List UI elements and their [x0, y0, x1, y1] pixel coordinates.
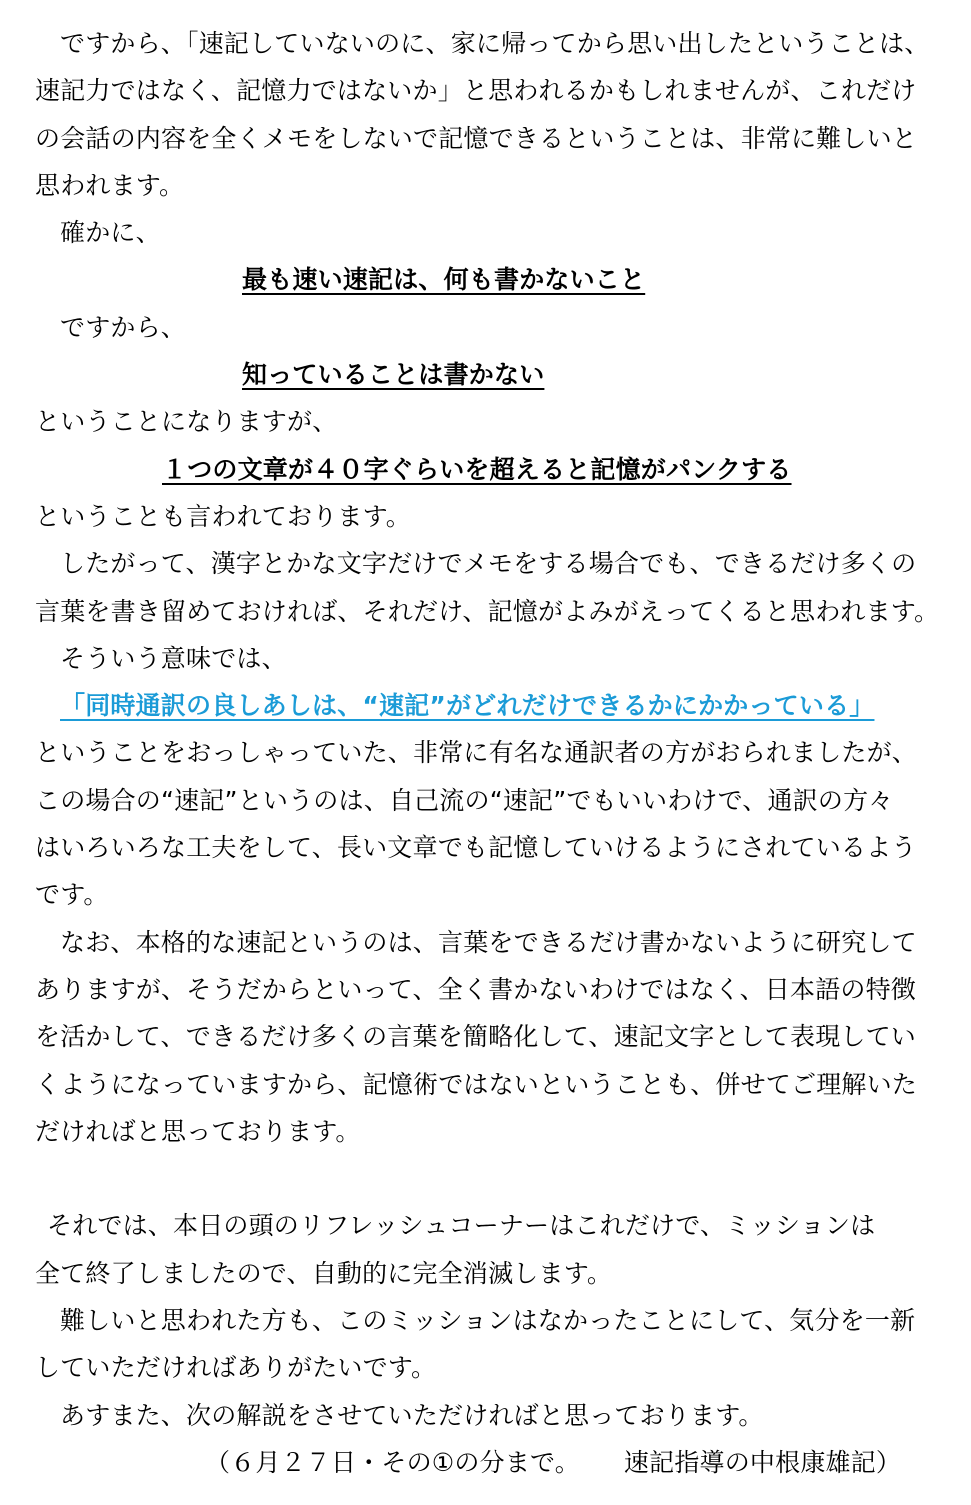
text-line: 全て終了しましたので、自動的に完全消滅します。: [35, 1258, 613, 1288]
paragraph-6: [35, 1297, 940, 1392]
text-line: ということをおっしゃっていた、非常に有名な通訳者の方がおられましたが、: [35, 738, 918, 768]
signature-author: 速記指導の中根康雄記）: [623, 1447, 902, 1477]
text-line: この場合の“速記”というのは、自己流の“速記”でもいいわけで、通訳の方々: [35, 785, 894, 815]
text-line: はいろいろな工夫をして、長い文章でも記憶していけるようにされているよう: [35, 833, 917, 863]
text-line: くようになっていますから、記憶術ではないということも、併せてご理解いた: [35, 1069, 918, 1099]
text-line: なお、本格的な速記というのは、言葉をできるだけ書かないように研究して: [60, 927, 917, 957]
text-line: それでは、本日の頭のリフレッシュコーナーはこれだけで、ミッションは: [47, 1211, 876, 1241]
text-line-tashika: 確かに、: [60, 218, 161, 248]
text-line-toiukoto-1: ということになりますが、: [35, 407, 338, 437]
text-line: したがって、漢字とかな文字だけでメモをする場合でも、できるだけ多くの: [60, 549, 917, 579]
text-line-souiu: そういう意味では、: [60, 643, 287, 673]
paragraph-4: [35, 919, 940, 1155]
emphasis-line-quote: [35, 682, 940, 729]
text-line: を活かして、できるだけ多くの言葉を簡略化して、速記文字として表現してい: [35, 1022, 917, 1052]
text-line: ありますが、そうだからといって、全く書かないわけではなく、日本語の特徴: [35, 974, 917, 1004]
signature-date: （６月２７日・その①の分まで。: [205, 1447, 580, 1477]
paragraph-1: [35, 20, 940, 209]
blank-line: [35, 1155, 940, 1202]
emphasis-text: 最も速い速記は、何も書かないこと: [242, 265, 646, 295]
text-line-desukara: ですから、: [60, 312, 187, 342]
text-line: 思われます。: [35, 170, 185, 200]
emphasis-line-2: [35, 351, 940, 398]
text-line: していただければありがたいです。: [35, 1353, 437, 1383]
emphasis-text: 知っていることは書かない: [242, 360, 545, 390]
text-line-toiukoto-2: ということも言われております。: [35, 501, 412, 531]
signature-line: [35, 1439, 940, 1486]
emphasis-line-3: [35, 446, 940, 493]
emphasis-text: １つの文章が４０字ぐらいを超えると記憶がパンクする: [162, 454, 792, 484]
quote-text: 「同時通訳の良しあしは、“速記”がどれだけできるかにかかっている」: [60, 691, 875, 721]
text-line: ですから、「速記していないのに、家に帰ってから思い出したということは、: [60, 29, 930, 58]
text-line: です。: [35, 880, 109, 910]
text-line: 難しいと思われた方も、このミッションはなかったことにして、気分を一新: [60, 1306, 916, 1336]
paragraph-5: [35, 1202, 940, 1297]
paragraph-3: [35, 729, 940, 918]
text-line: の会話の内容を全くメモをしないで記憶できるということは、非常に難しいと: [35, 123, 918, 153]
paragraph-2: [35, 540, 940, 635]
emphasis-line-1: [35, 256, 940, 303]
text-line: 言葉を書き留めておければ、それだけ、記憶がよみがえってくると思われます。: [35, 596, 940, 626]
document-body: [35, 20, 940, 1486]
paragraph-7: あすまた、次の解説をさせていただければと思っております。: [60, 1400, 764, 1430]
text-line: だければと思っております。: [35, 1116, 361, 1146]
text-line: 速記力ではなく、記憶力ではないか」と思われるかもしれませんが、これだけ: [35, 76, 917, 106]
